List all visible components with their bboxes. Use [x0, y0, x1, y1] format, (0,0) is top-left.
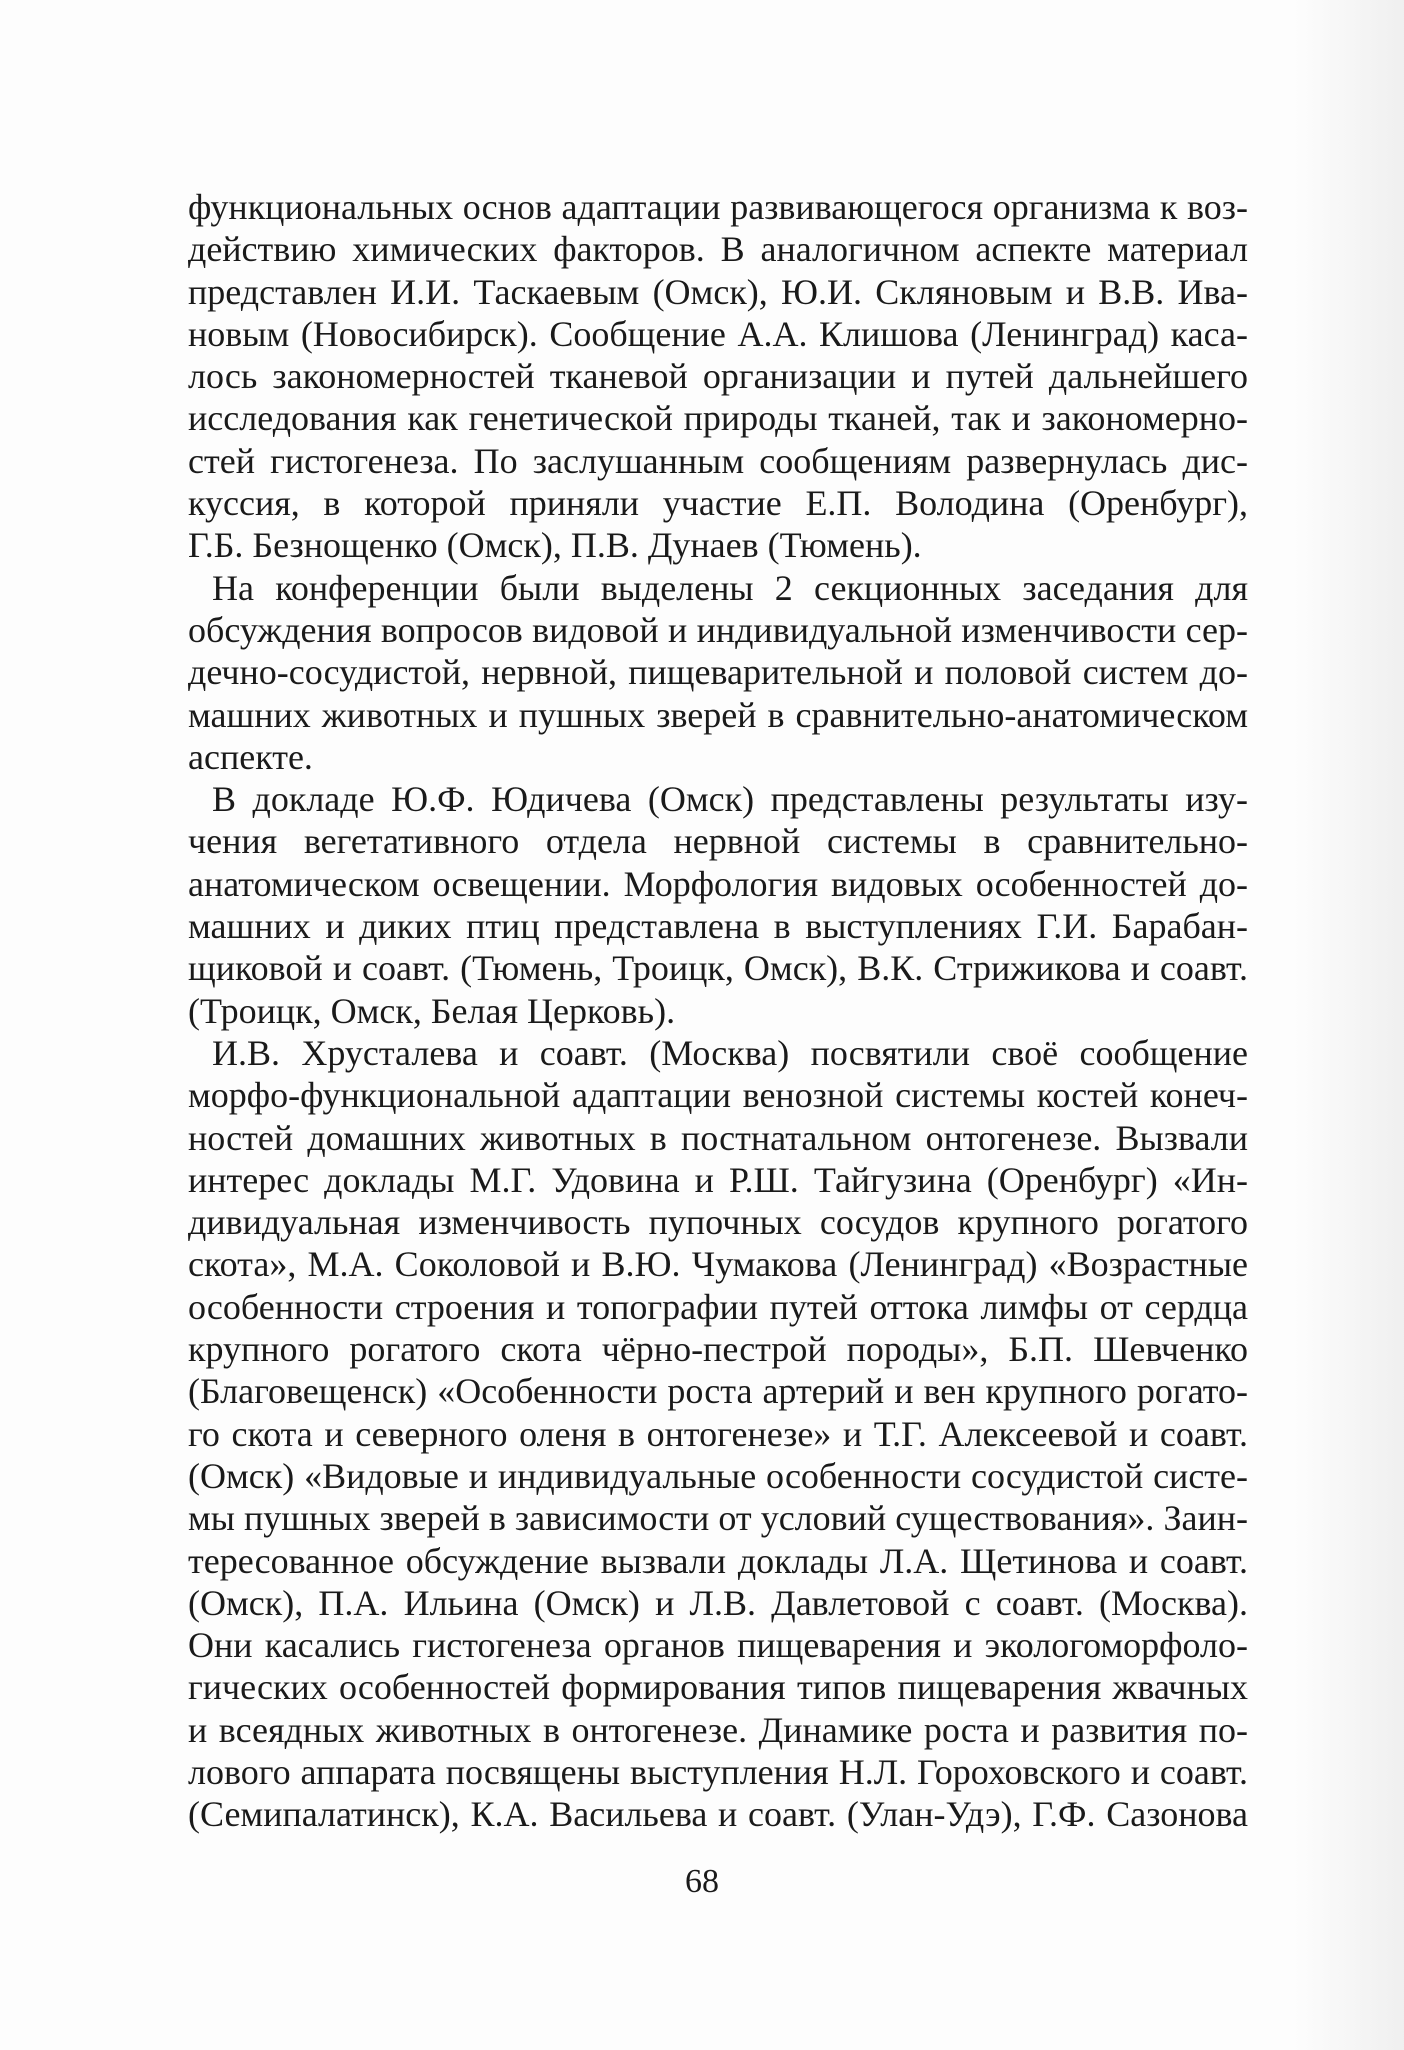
text-line: Они касались гистогенеза органов пищеварения и экологоморфоло-: [188, 1625, 1248, 1666]
text-line: дечно-сосудистой, нервной, пищеварительной и половой систем до-: [188, 652, 1248, 693]
text-line: крупного рогатого скота чёрно-пестрой породы», Б.П. Шевченко: [188, 1329, 1248, 1370]
text-line: (Благовещенск) «Особенности роста артерий и вен крупного рогато-: [188, 1371, 1248, 1412]
text-line: гических особенностей формирования типов пищеварения жвачных: [188, 1667, 1248, 1708]
text-line: машних животных и пушных зверей в сравнительно-анатомическом: [188, 694, 1248, 735]
text-line: ностей домашних животных в постнатальном онтогенезе. Вызвали: [188, 1117, 1248, 1158]
text-line: (Омск), П.А. Ильина (Омск) и Л.В. Давлетовой с соавт. (Москва).: [188, 1582, 1248, 1623]
text-line: стей гистогенеза. По заслушанным сообщениям развернулась дис-: [188, 440, 1248, 481]
text-line: щиковой и соавт. (Тюмень, Троицк, Омск), В.К. Стрижикова и соавт.: [188, 948, 1248, 989]
text-line: (Троицк, Омск, Белая Церковь).: [188, 990, 676, 1031]
text-line: В докладе Ю.Ф. Юдичева (Омск) представлены результаты изу-: [212, 779, 1248, 820]
body-text: [188, 186, 1248, 1836]
text-line: Г.Б. Безнощенко (Омск), П.В. Дунаев (Тюмень).: [188, 525, 922, 566]
text-line: исследования как генетической природы тканей, так и закономерно-: [188, 398, 1248, 439]
text-line: мы пушных зверей в зависимости от условий существования». Заин-: [188, 1498, 1248, 1539]
text-line: машних и диких птиц представлена в выступлениях Г.И. Барабан-: [188, 906, 1248, 947]
text-line: лового аппарата посвящены выступления Н.Л. Гороховского и соавт.: [188, 1751, 1248, 1792]
text-line: чения вегетативного отдела нервной системы в сравнительно-: [188, 821, 1248, 862]
text-line: особенности строения и топографии путей оттока лимфы от сердца: [188, 1286, 1248, 1327]
text-line: действию химических факторов. В аналогичном аспекте материал: [188, 229, 1248, 270]
text-line: тересованное обсуждение вызвали доклады Л.А. Щетинова и соавт.: [188, 1540, 1248, 1581]
text-line: И.В. Хрусталева и соавт. (Москва) посвятили своё сообщение: [212, 1032, 1248, 1073]
text-line: На конференции были выделены 2 секционных заседания для: [212, 567, 1248, 608]
page-edge-shadow: [1294, 0, 1404, 2050]
text-line: аспекте.: [188, 736, 313, 777]
text-line: анатомическом освещении. Морфология видовых особенностей до-: [188, 863, 1248, 904]
text-line: обсуждения вопросов видовой и индивидуальной изменчивости сер-: [188, 609, 1248, 650]
text-line: и всеядных животных в онтогенезе. Динамике роста и развития по-: [188, 1709, 1248, 1750]
text-line: представлен И.И. Таскаевым (Омск), Ю.И. Скляновым и В.В. Ива-: [188, 271, 1248, 312]
text-line: лось закономерностей тканевой организации и путей дальнейшего: [188, 356, 1248, 397]
page-number: 68: [685, 1863, 719, 1900]
text-line: морфо-функциональной адаптации венозной системы костей конеч-: [188, 1075, 1248, 1116]
text-line: дивидуальная изменчивость пупочных сосудов крупного рогатого: [188, 1202, 1248, 1243]
text-line: новым (Новосибирск). Сообщение А.А. Клишова (Ленинград) каса-: [188, 313, 1248, 354]
text-line: го скота и северного оленя в онтогенезе» и Т.Г. Алексеевой и соавт.: [188, 1413, 1248, 1454]
text-line: интерес доклады М.Г. Удовина и Р.Ш. Тайгузина (Оренбург) «Ин-: [188, 1159, 1248, 1200]
text-line: (Омск) «Видовые и индивидуальные особенности сосудистой систе-: [188, 1455, 1248, 1496]
text-line: (Семипалатинск), К.А. Васильева и соавт. (Улан-Удэ), Г.Ф. Сазонова: [188, 1794, 1248, 1835]
text-line: функциональных основ адаптации развивающегося организма к воз-: [188, 187, 1248, 227]
text-line: куссия, в которой приняли участие Е.П. Володина (Оренбург),: [188, 483, 1248, 524]
text-line: скота», М.А. Соколовой и В.Ю. Чумакова (Ленинград) «Возрастные: [188, 1244, 1248, 1285]
